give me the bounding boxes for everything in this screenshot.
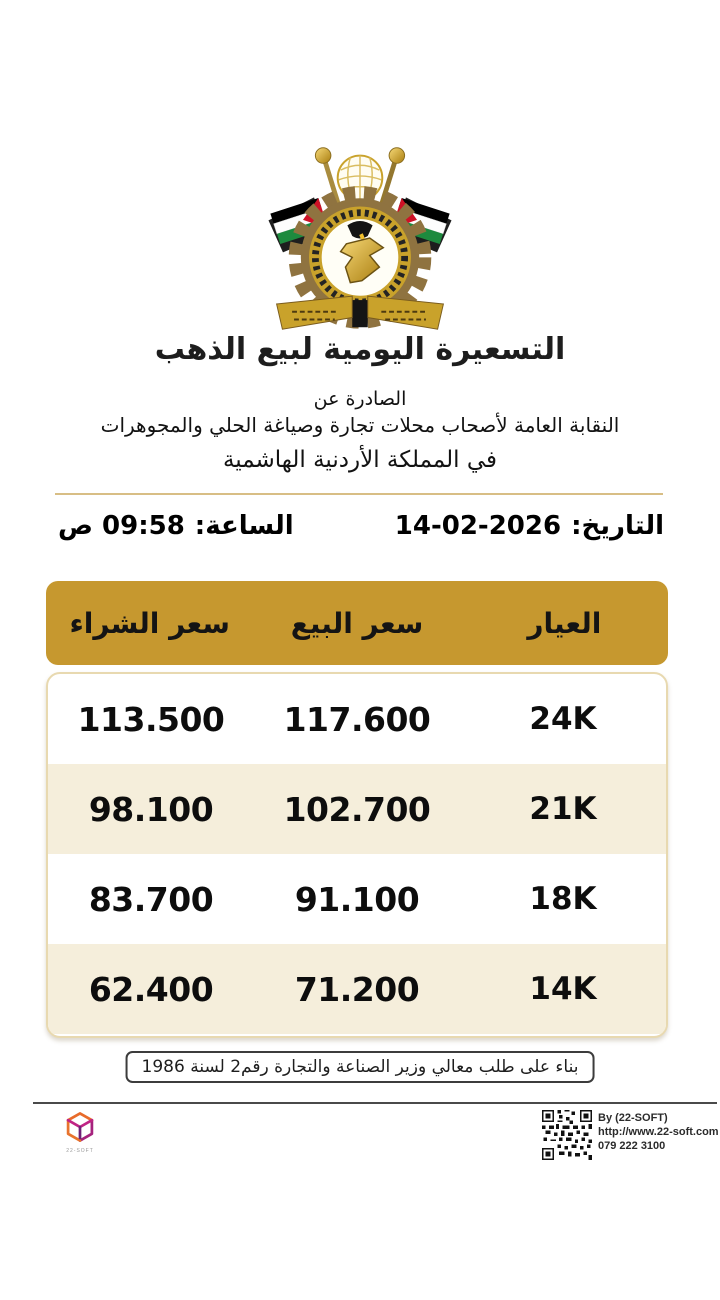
buy-price: 83.700 [88, 879, 214, 919]
phone-line: 079 222 3100 [598, 1140, 666, 1152]
price-table-header [46, 581, 668, 665]
table-row-14k [48, 944, 666, 1034]
table-row-24k [48, 674, 666, 764]
cube-logo-icon [61, 1110, 99, 1144]
table-row-18k [48, 854, 666, 944]
karat-value: 24K [529, 701, 597, 737]
time-value: 09:58 ص [58, 511, 185, 541]
ribbon-banner-icon [277, 296, 444, 329]
syndicate-emblem-icon [263, 138, 457, 338]
column-header-buy: سعر الشراء [69, 606, 230, 640]
sell-price: 71.200 [294, 969, 420, 1009]
date-field [395, 511, 664, 541]
qr-code-icon [542, 1110, 592, 1164]
credit-line: By (22-SOFT) [598, 1112, 668, 1124]
date-value: 14-02-2026 [394, 511, 562, 541]
syndicate-name: النقابة العامة لأصحاب محلات تجارة وصياغة الحلي والمجوهرات [100, 413, 620, 437]
table-row-21k [48, 764, 666, 854]
gold-divider [55, 493, 663, 495]
date-time-row [58, 511, 664, 541]
karat-value: 21K [529, 791, 597, 827]
buy-price: 98.100 [88, 789, 214, 829]
issued-by-line: الصادرة عن [313, 388, 407, 410]
karat-value: 14K [529, 971, 597, 1007]
time-field [58, 511, 294, 541]
software-credit-block [598, 1111, 719, 1153]
soft-company-logo [58, 1110, 102, 1154]
price-table-body [46, 672, 668, 1038]
buy-price: 62.400 [88, 969, 214, 1009]
cube-logo-caption: 22-SOFT [66, 1148, 94, 1154]
time-label: الساعة: [194, 511, 294, 541]
country-line: في المملكة الأردنية الهاشمية [222, 447, 498, 473]
emblem-svg [263, 138, 457, 338]
sell-price: 102.700 [283, 789, 431, 829]
buy-price: 113.500 [77, 699, 225, 739]
footer-divider [33, 1102, 717, 1104]
sell-price: 117.600 [283, 699, 431, 739]
ministry-note: بناء على طلب معالي وزير الصناعة والتجارة رقم2 لسنة 1986 [126, 1051, 595, 1083]
karat-value: 18K [529, 881, 597, 917]
date-label: التاريخ: [571, 511, 664, 541]
page-title: التسعيرة اليومية لبيع الذهب [154, 332, 566, 367]
column-header-karat: العيار [527, 606, 602, 640]
column-header-sell: سعر البيع [290, 606, 424, 640]
sell-price: 91.100 [294, 879, 420, 919]
website-line: http://www.22-soft.com [598, 1126, 719, 1138]
